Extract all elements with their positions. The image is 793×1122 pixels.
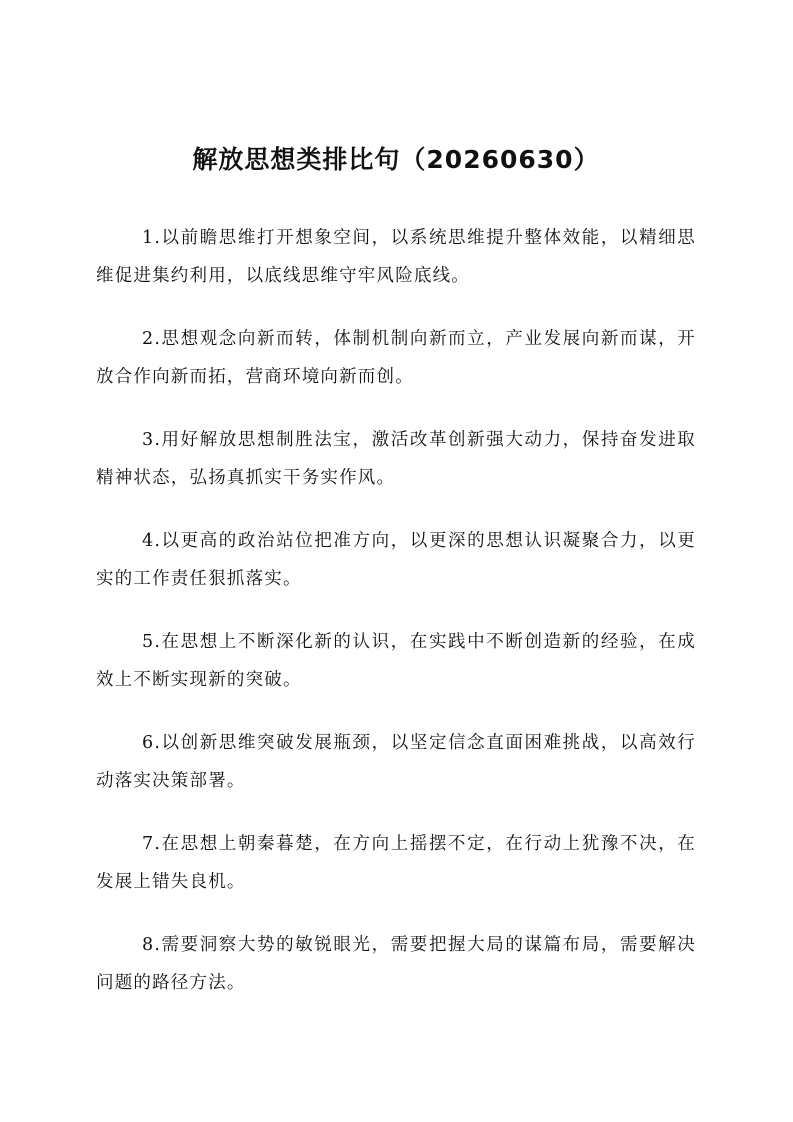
paragraph-2: 2.思想观念向新而转，体制机制向新而立，产业发展向新而谋，开放合作向新而拓，营商环境向新而创。: [96, 329, 696, 387]
paragraph-7: 7.在思想上朝秦暮楚，在方向上摇摆不定，在行动上犹豫不决，在发展上错失良机。: [96, 834, 696, 892]
paragraph-1: 1.以前瞻思维打开想象空间，以系统思维提升整体效能，以精细思维促进集约利用，以底线思维守牢风险底线。: [96, 228, 696, 286]
paragraph-3: 3.用好解放思想制胜法宝，激活改革创新强大动力，保持奋发进取精神状态，弘扬真抓实干务实作风。: [96, 430, 696, 488]
paragraph-8: 8.需要洞察大势的敏锐眼光，需要把握大局的谋篇布局，需要解决问题的路径方法。: [96, 935, 696, 993]
paragraph-6: 6.以创新思维突破发展瓶颈，以坚定信念直面困难挑战，以高效行动落实决策部署。: [96, 733, 696, 791]
document-title: 解放思想类排比句（20260630）: [192, 145, 600, 174]
paragraph-4: 4.以更高的政治站位把准方向，以更深的思想认识凝聚合力，以更实的工作责任狠抓落实。: [96, 531, 696, 589]
paragraph-5: 5.在思想上不断深化新的认识，在实践中不断创造新的经验，在成效上不断实现新的突破。: [96, 632, 696, 690]
document-body: [96, 219, 696, 1027]
